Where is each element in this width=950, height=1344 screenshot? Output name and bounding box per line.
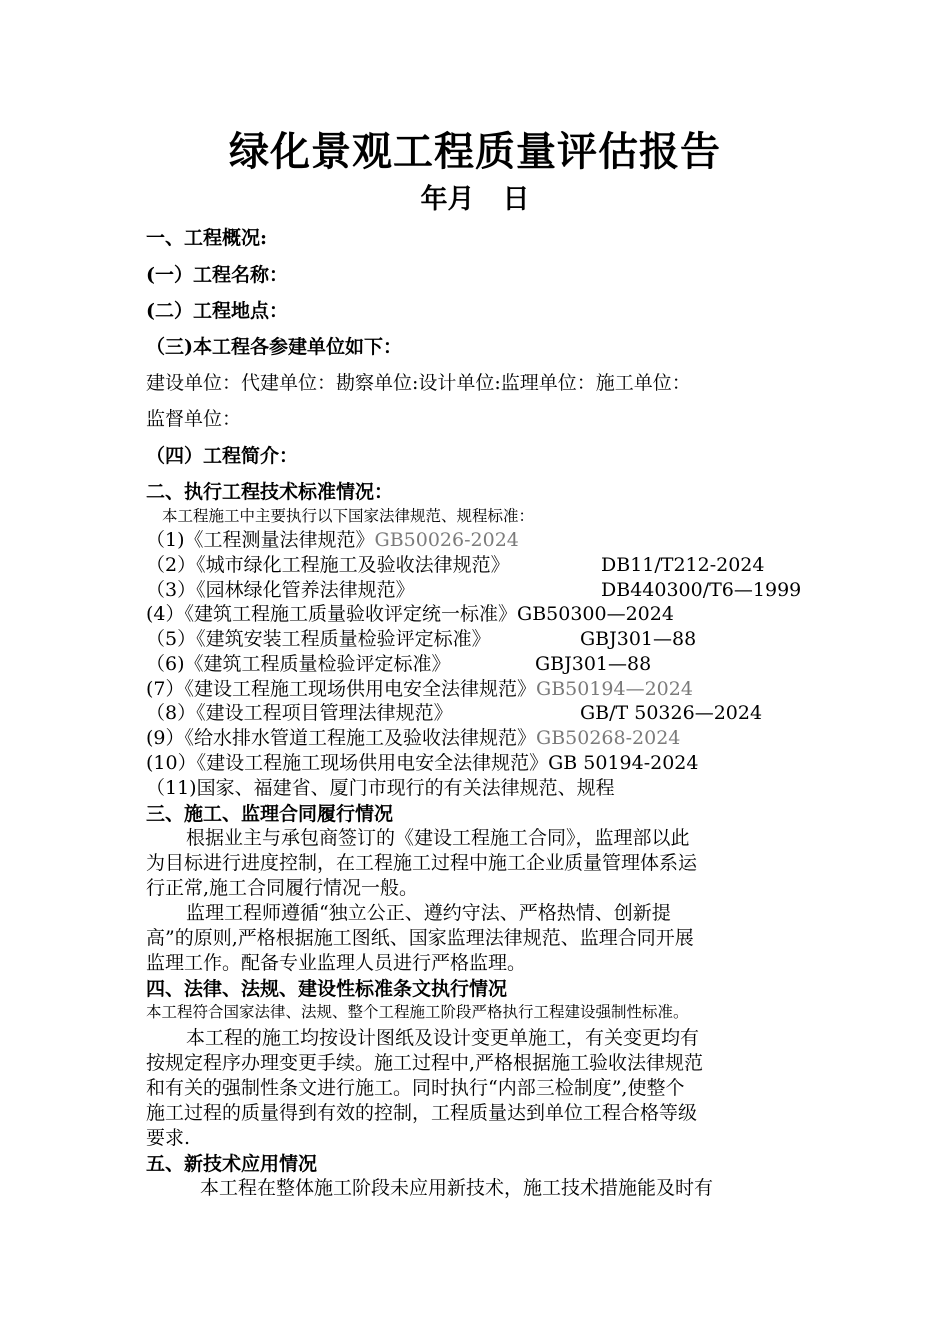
standard-item [146, 726, 680, 750]
section-1-3-heading: （三)本工程各参建单位如下： [146, 336, 402, 358]
section-4-para-line: 施工过程的质量得到有效的控制，工程质量达到单位工程合格等级 [146, 1102, 698, 1124]
standard-item [146, 627, 491, 651]
section-5-para-line: 本工程在整体施工阶段未应用新技术，施工技术措施能及时有 [200, 1177, 714, 1199]
standard-code: GB 50194-2024 [548, 752, 699, 774]
standard-label: （8）《建设工程项目管理法律规范》 [146, 702, 453, 724]
standard-code: GB50268-2024 [536, 727, 681, 749]
section-4-para-line: 按规定程序办理变更手续。施工过程中,严格根据施工验收法律规范 [146, 1052, 704, 1074]
section-3-para-1-line: 根据业主与承包商签订的《建设工程施工合同》，监理部以此 [186, 827, 690, 849]
standard-item [146, 677, 693, 701]
standard-label: (7）《建设工程施工现场供用电安全法律规范》 [146, 678, 537, 700]
section-1-heading: 一、工程概况: [146, 227, 268, 249]
standard-code: GB50194—2024 [536, 678, 693, 700]
standard-item [146, 776, 615, 800]
standard-label: （6)《建筑工程质量检验评定标准》 [146, 653, 451, 675]
section-2-heading: 二、执行工程技术标准情况： [146, 481, 394, 503]
standard-label: （5）《建筑安装工程质量检验评定标准》 [146, 628, 491, 650]
section-5-heading: 五、新技术应用情况 [146, 1153, 318, 1175]
standard-code: GBJ301—88 [535, 653, 652, 675]
standard-label: （11)国家、福建省、厦门市现行的有关法律规范、规程 [146, 777, 615, 799]
standard-item [146, 602, 674, 626]
standard-code: GB50026-2024 [374, 529, 519, 551]
standard-label: (4）《建筑工程施工质量验收评定统一标准》 [146, 603, 518, 625]
standard-item [146, 578, 415, 602]
units-line-2: 监督单位： [146, 408, 242, 430]
standard-code: GBJ301—88 [580, 628, 697, 650]
section-4-heading: 四、法律、法规、建设性标准条文执行情况 [146, 978, 508, 1000]
date-day: 日 [502, 184, 530, 215]
section-1-2-heading: (二）工程地点： [146, 300, 288, 322]
units-line-1: 建设单位：代建单位：勘察单位:设计单位:监理单位：施工单位： [146, 372, 691, 394]
standard-item [146, 553, 510, 577]
standard-label: （3）《园林绿化管养法律规范》 [146, 579, 415, 601]
section-3-para-1-line: 为目标进行进度控制，在工程施工过程中施工企业质量管理体系运 [146, 852, 698, 874]
section-4-para-line: 要求. [146, 1127, 191, 1149]
section-4-para-line: 本工程的施工均按设计图纸及设计变更单施工，有关变更均有 [186, 1027, 700, 1049]
document-date [0, 182, 950, 218]
standard-code: DB11/T212-2024 [601, 554, 765, 576]
section-1-4-heading: （四）工程简介： [146, 445, 299, 467]
section-4-para-line: 和有关的强制性条文进行施工。同时执行“内部三检制度”,使整个 [146, 1077, 685, 1099]
section-3-para-2-line: 监理工作。配备专业监理人员进行严格监理。 [146, 952, 527, 974]
section-3-para-2-line: 高”的原则,严格根据施工图纸、国家监理法律规范、监理合同开展 [146, 927, 694, 949]
section-3-heading: 三、施工、监理合同履行情况 [146, 803, 394, 825]
section-3-para-1-line: 行正常,施工合同履行情况一般。 [146, 877, 419, 899]
standard-label: (9）《给水排水管道工程施工及验收法律规范》 [146, 727, 537, 749]
standard-code: GB/T 50326—2024 [580, 702, 763, 724]
document-title: 绿化景观工程质量评估报告 [229, 128, 721, 175]
section-3-para-2-line: 监理工程师遵循“独立公正、遵约守法、严格热情、创新提 [186, 902, 671, 924]
standard-code: DB440300/T6—1999 [601, 579, 802, 601]
standard-label: （2）《城市绿化工程施工及验收法律规范》 [146, 554, 510, 576]
date-year-month: 年月 [420, 184, 475, 215]
standard-label: （1)《工程测量法律规范》 [146, 529, 375, 551]
section-4-intro: 本工程符合国家法律、法规、整个工程施工阶段严格执行工程建设强制性标准。 [146, 1003, 689, 1021]
standard-code: GB50300—2024 [517, 603, 674, 625]
standard-item [146, 652, 451, 676]
standard-item [146, 701, 453, 725]
standards-intro: 本工程施工中主要执行以下国家法律规范、规程标准： [162, 507, 535, 525]
section-1-1-heading: (一）工程名称： [146, 264, 288, 286]
standard-label: (10）《建设工程施工现场供用电安全法律规范》 [146, 752, 549, 774]
standard-item [146, 751, 699, 775]
standard-item [146, 528, 519, 552]
